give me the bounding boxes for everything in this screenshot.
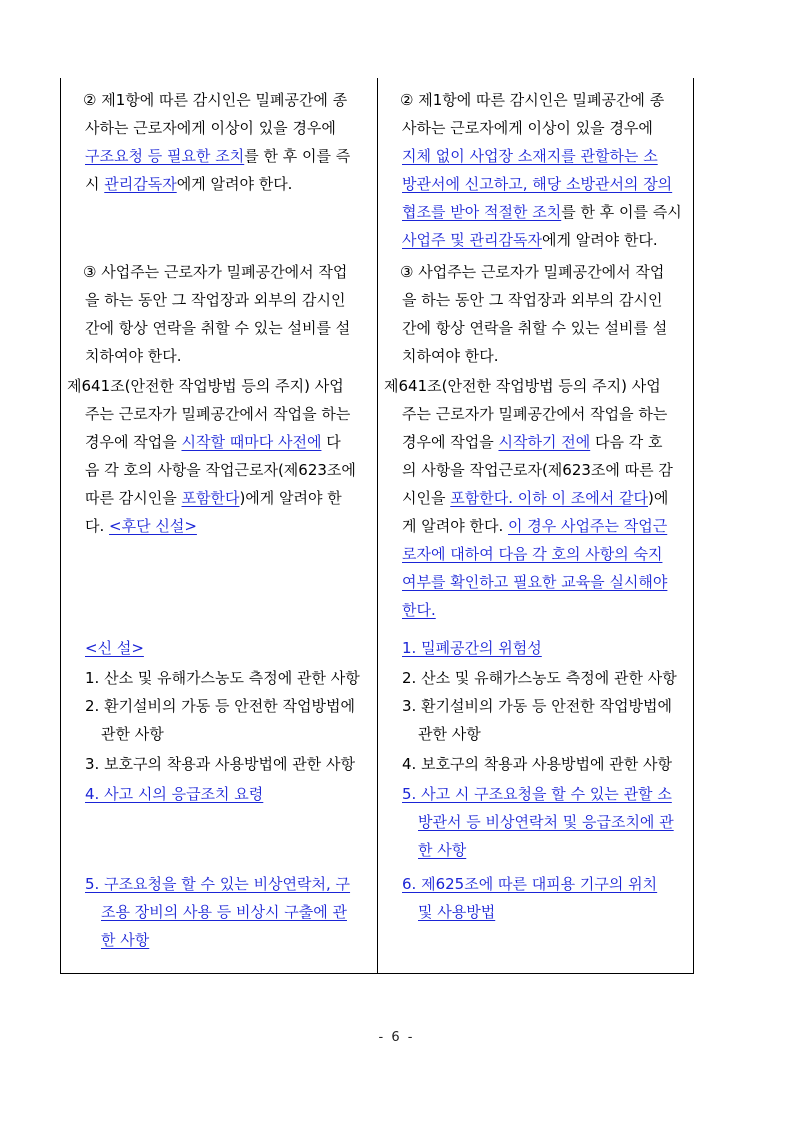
text-line xyxy=(402,874,657,894)
amended-text: 한 사항 xyxy=(101,931,150,949)
text-line xyxy=(85,668,360,688)
text-line xyxy=(402,318,667,338)
text-line xyxy=(402,696,672,716)
amended-text: 포함한다 xyxy=(181,489,240,507)
amended-text: 방관서에 신고하고, 해당 소방관서의 장의 xyxy=(402,175,673,193)
text-line xyxy=(85,638,144,658)
amended-text: 한 사항 xyxy=(418,841,467,859)
text-segment: 3. 보호구의 착용과 사용방법에 관한 사항 xyxy=(85,755,355,773)
comparison-table xyxy=(60,78,694,974)
amended-text: 사업주 및 관리감독자 xyxy=(402,231,542,249)
text-line xyxy=(402,600,436,620)
text-line xyxy=(402,460,673,480)
text-line xyxy=(402,784,672,804)
text-line xyxy=(402,432,662,452)
text-segment: ② 제1항에 따른 감시인은 밀폐공간에 종 xyxy=(83,91,348,109)
text-segment: 제641조(안전한 작업방법 등의 주지) 사업 xyxy=(384,377,661,395)
amended-text: 5. 구조요청을 할 수 있는 비상연락처, 구 xyxy=(85,875,351,893)
amended-text: 협조를 받아 적절한 조치 xyxy=(402,203,562,221)
text-line xyxy=(402,638,542,658)
text-line xyxy=(101,902,347,922)
amended-text: 이 경우 사업주는 작업근 xyxy=(508,517,668,535)
text-line xyxy=(418,902,495,922)
text-line xyxy=(85,874,350,894)
amended-text: 한다. xyxy=(402,601,436,619)
text-segment: 경우에 작업을 xyxy=(402,433,499,451)
page-number: - 6 - xyxy=(378,1030,415,1045)
text-line xyxy=(402,488,668,508)
text-segment: 를 한 후 이를 즉시 xyxy=(561,203,682,221)
text-line xyxy=(402,516,667,536)
text-line xyxy=(402,202,682,222)
text-line xyxy=(85,696,355,716)
amended-text: <후단 신설> xyxy=(109,517,197,535)
text-line xyxy=(85,174,292,194)
text-line xyxy=(402,230,658,250)
text-line xyxy=(85,290,345,310)
amended-text: 5. 사고 시 구조요청을 할 수 있는 관할 소 xyxy=(402,785,672,803)
text-line xyxy=(402,404,667,424)
amended-text: <신 설> xyxy=(85,639,144,657)
text-line xyxy=(85,118,336,138)
text-segment: 치하여야 한다. xyxy=(85,347,182,365)
text-segment: 시인을 xyxy=(402,489,451,507)
text-segment: 2. 환기설비의 가동 등 안전한 작업방법에 xyxy=(85,697,355,715)
text-segment: 2. 산소 및 유해가스농도 측정에 관한 사항 xyxy=(402,669,677,687)
amended-text: 여부를 확인하고 필요한 교육을 실시해야 xyxy=(402,573,668,591)
text-segment: 을 하는 동안 그 작업장과 외부의 감시인 xyxy=(85,291,346,309)
amended-text: 및 사용방법 xyxy=(418,903,496,921)
text-line xyxy=(402,174,672,194)
text-line xyxy=(85,404,350,424)
text-segment: 제641조(안전한 작업방법 등의 주지) 사업 xyxy=(67,377,344,395)
text-segment: 4. 보호구의 착용과 사용방법에 관한 사항 xyxy=(402,755,672,773)
text-segment: 을 하는 동안 그 작업장과 외부의 감시인 xyxy=(402,291,663,309)
text-line xyxy=(402,754,672,774)
amended-text: 1. 밀폐공간의 위험성 xyxy=(402,639,542,657)
text-line xyxy=(85,346,181,366)
text-segment: 간에 항상 연락을 취할 수 있는 설비를 설 xyxy=(402,319,668,337)
text-segment: ③ 사업주는 근로자가 밀폐공간에서 작업 xyxy=(83,263,348,281)
text-segment: 에게 알려야 한다. xyxy=(541,231,658,249)
column-divider xyxy=(377,78,378,973)
text-line xyxy=(101,930,149,950)
text-line xyxy=(67,376,344,396)
text-line xyxy=(85,318,350,338)
text-line xyxy=(85,460,356,480)
text-segment: 따른 감시인을 xyxy=(85,489,182,507)
text-line xyxy=(384,376,661,396)
text-line xyxy=(402,290,662,310)
amended-text: 6. 제625조에 따른 대피용 기구의 위치 xyxy=(402,875,658,893)
text-line xyxy=(83,262,347,282)
text-segment: )에 xyxy=(647,489,669,507)
text-segment: 다 xyxy=(321,433,341,451)
text-segment: 치하여야 한다. xyxy=(402,347,499,365)
text-line xyxy=(85,516,197,536)
text-line xyxy=(83,90,347,110)
text-line xyxy=(418,724,481,744)
amended-text: 관리감독자 xyxy=(104,175,177,193)
text-line xyxy=(101,724,164,744)
text-segment: 경우에 작업을 xyxy=(85,433,182,451)
text-segment: 사하는 근로자에게 이상이 있을 경우에 xyxy=(85,119,336,137)
text-line xyxy=(402,572,667,592)
text-segment: 관한 사항 xyxy=(101,725,164,743)
amended-text: 지체 없이 사업장 소재지를 관할하는 소 xyxy=(402,147,658,165)
amended-text: 조용 장비의 사용 등 비상시 구출에 관 xyxy=(101,903,347,921)
text-segment: 게 알려야 한다. xyxy=(402,517,509,535)
text-segment: )에게 알려야 한 xyxy=(239,489,342,507)
text-line xyxy=(402,146,658,166)
text-segment: 의 사항을 작업근로자(제623조에 따른 감 xyxy=(402,461,673,479)
amended-text: 시작하기 전에 xyxy=(498,433,591,451)
text-segment: 주는 근로자가 밀폐공간에서 작업을 하는 xyxy=(402,405,668,423)
text-line xyxy=(418,840,466,860)
text-segment: 3. 환기설비의 가동 등 안전한 작업방법에 xyxy=(402,697,672,715)
amended-text: 4. 사고 시의 응급조치 요령 xyxy=(85,785,264,803)
text-line xyxy=(402,118,653,138)
text-line xyxy=(400,90,664,110)
text-segment: 다. xyxy=(85,517,110,535)
text-line xyxy=(85,432,341,452)
text-segment: 주는 근로자가 밀폐공간에서 작업을 하는 xyxy=(85,405,351,423)
text-line xyxy=(85,488,342,508)
amended-text: 로자에 대하여 다음 각 호의 사항의 숙지 xyxy=(402,545,663,563)
text-segment: ③ 사업주는 근로자가 밀폐공간에서 작업 xyxy=(400,263,665,281)
text-segment: 시 xyxy=(85,175,105,193)
text-line xyxy=(402,668,677,688)
text-segment: 음 각 호의 사항을 작업근로자(제623조에 xyxy=(85,461,356,479)
text-line xyxy=(402,346,498,366)
text-segment: 사하는 근로자에게 이상이 있을 경우에 xyxy=(402,119,653,137)
text-segment: 간에 항상 연락을 취할 수 있는 설비를 설 xyxy=(85,319,351,337)
amended-text: 구조요청 등 필요한 조치 xyxy=(85,147,245,165)
amended-text: 시작할 때마다 사전에 xyxy=(181,433,322,451)
text-line xyxy=(85,146,350,166)
text-segment: ② 제1항에 따른 감시인은 밀폐공간에 종 xyxy=(400,91,665,109)
text-segment: 에게 알려야 한다. xyxy=(176,175,293,193)
text-segment: 를 한 후 이를 즉 xyxy=(244,147,351,165)
text-segment: 1. 산소 및 유해가스농도 측정에 관한 사항 xyxy=(85,669,360,687)
amended-text: 방관서 등 비상연락처 및 응급조치에 관 xyxy=(418,813,674,831)
text-line xyxy=(85,784,263,804)
text-line xyxy=(85,754,355,774)
text-line xyxy=(418,812,674,832)
text-segment: 다음 각 호 xyxy=(590,433,663,451)
text-segment: 관한 사항 xyxy=(418,725,481,743)
text-line xyxy=(402,544,662,564)
amended-text: 포함한다. 이하 이 조에서 같다 xyxy=(450,489,648,507)
text-line xyxy=(400,262,664,282)
